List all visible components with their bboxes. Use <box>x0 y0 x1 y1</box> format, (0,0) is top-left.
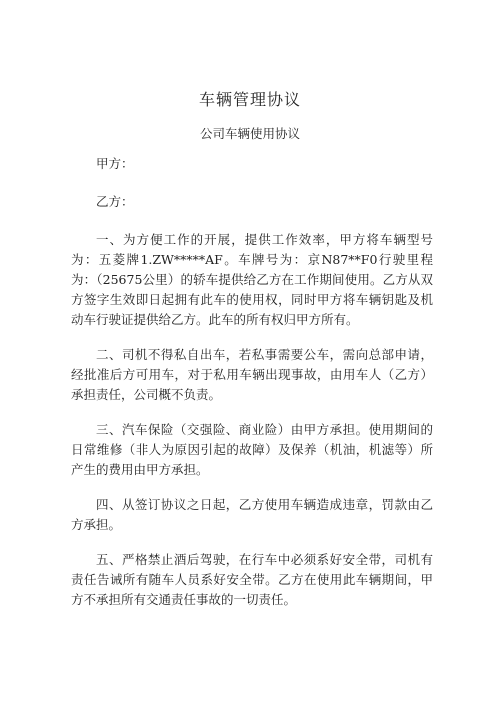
party-b-label: 乙方： <box>96 194 134 209</box>
party-a-label: 甲方： <box>96 156 134 171</box>
document-body <box>71 154 433 625</box>
clause-5: 五、严格禁止酒后驾驶，在行车中必须系好安全带，司机有责任告诫所有随车人员系好安全带。乙方在使用此车辆期间，甲方不承担所有交通责任事故的一切责任。 <box>71 552 433 607</box>
document-subtitle: 公司车辆使用协议 <box>199 126 300 141</box>
clause-3: 三、汽车保险（交强险、商业险）由甲方承担。使用期间的日常维修（非人为原因引起的故障）及保养（机油，机滤等）所产生的费用由甲方承担。 <box>71 422 433 477</box>
document-title: 车辆管理协议 <box>198 90 301 109</box>
clause-2: 二、司机不得私自出车，若私事需要公车，需向总部申请，经批准后方可用车，对于私用车辆出现事故，由用车人（乙方）承担责任，公司概不负责。 <box>71 347 433 402</box>
clause-4: 四、从签订协议之日起，乙方使用车辆造成违章，罚款由乙方承担。 <box>71 497 433 532</box>
clause-1: 一、为方便工作的开展，提供工作效率，甲方将车辆型号为：五菱牌1.ZW*****AF。车牌号为：京N87**F0行驶里程为：（25675公里）的轿车提供给乙方在工作期间使用。乙方从双方签字生效即日起拥有此车的使用权，同时甲方将车辆钥匙及机动车行驶证提供给乙方。此车的所有权归甲方所有。 <box>71 232 433 327</box>
